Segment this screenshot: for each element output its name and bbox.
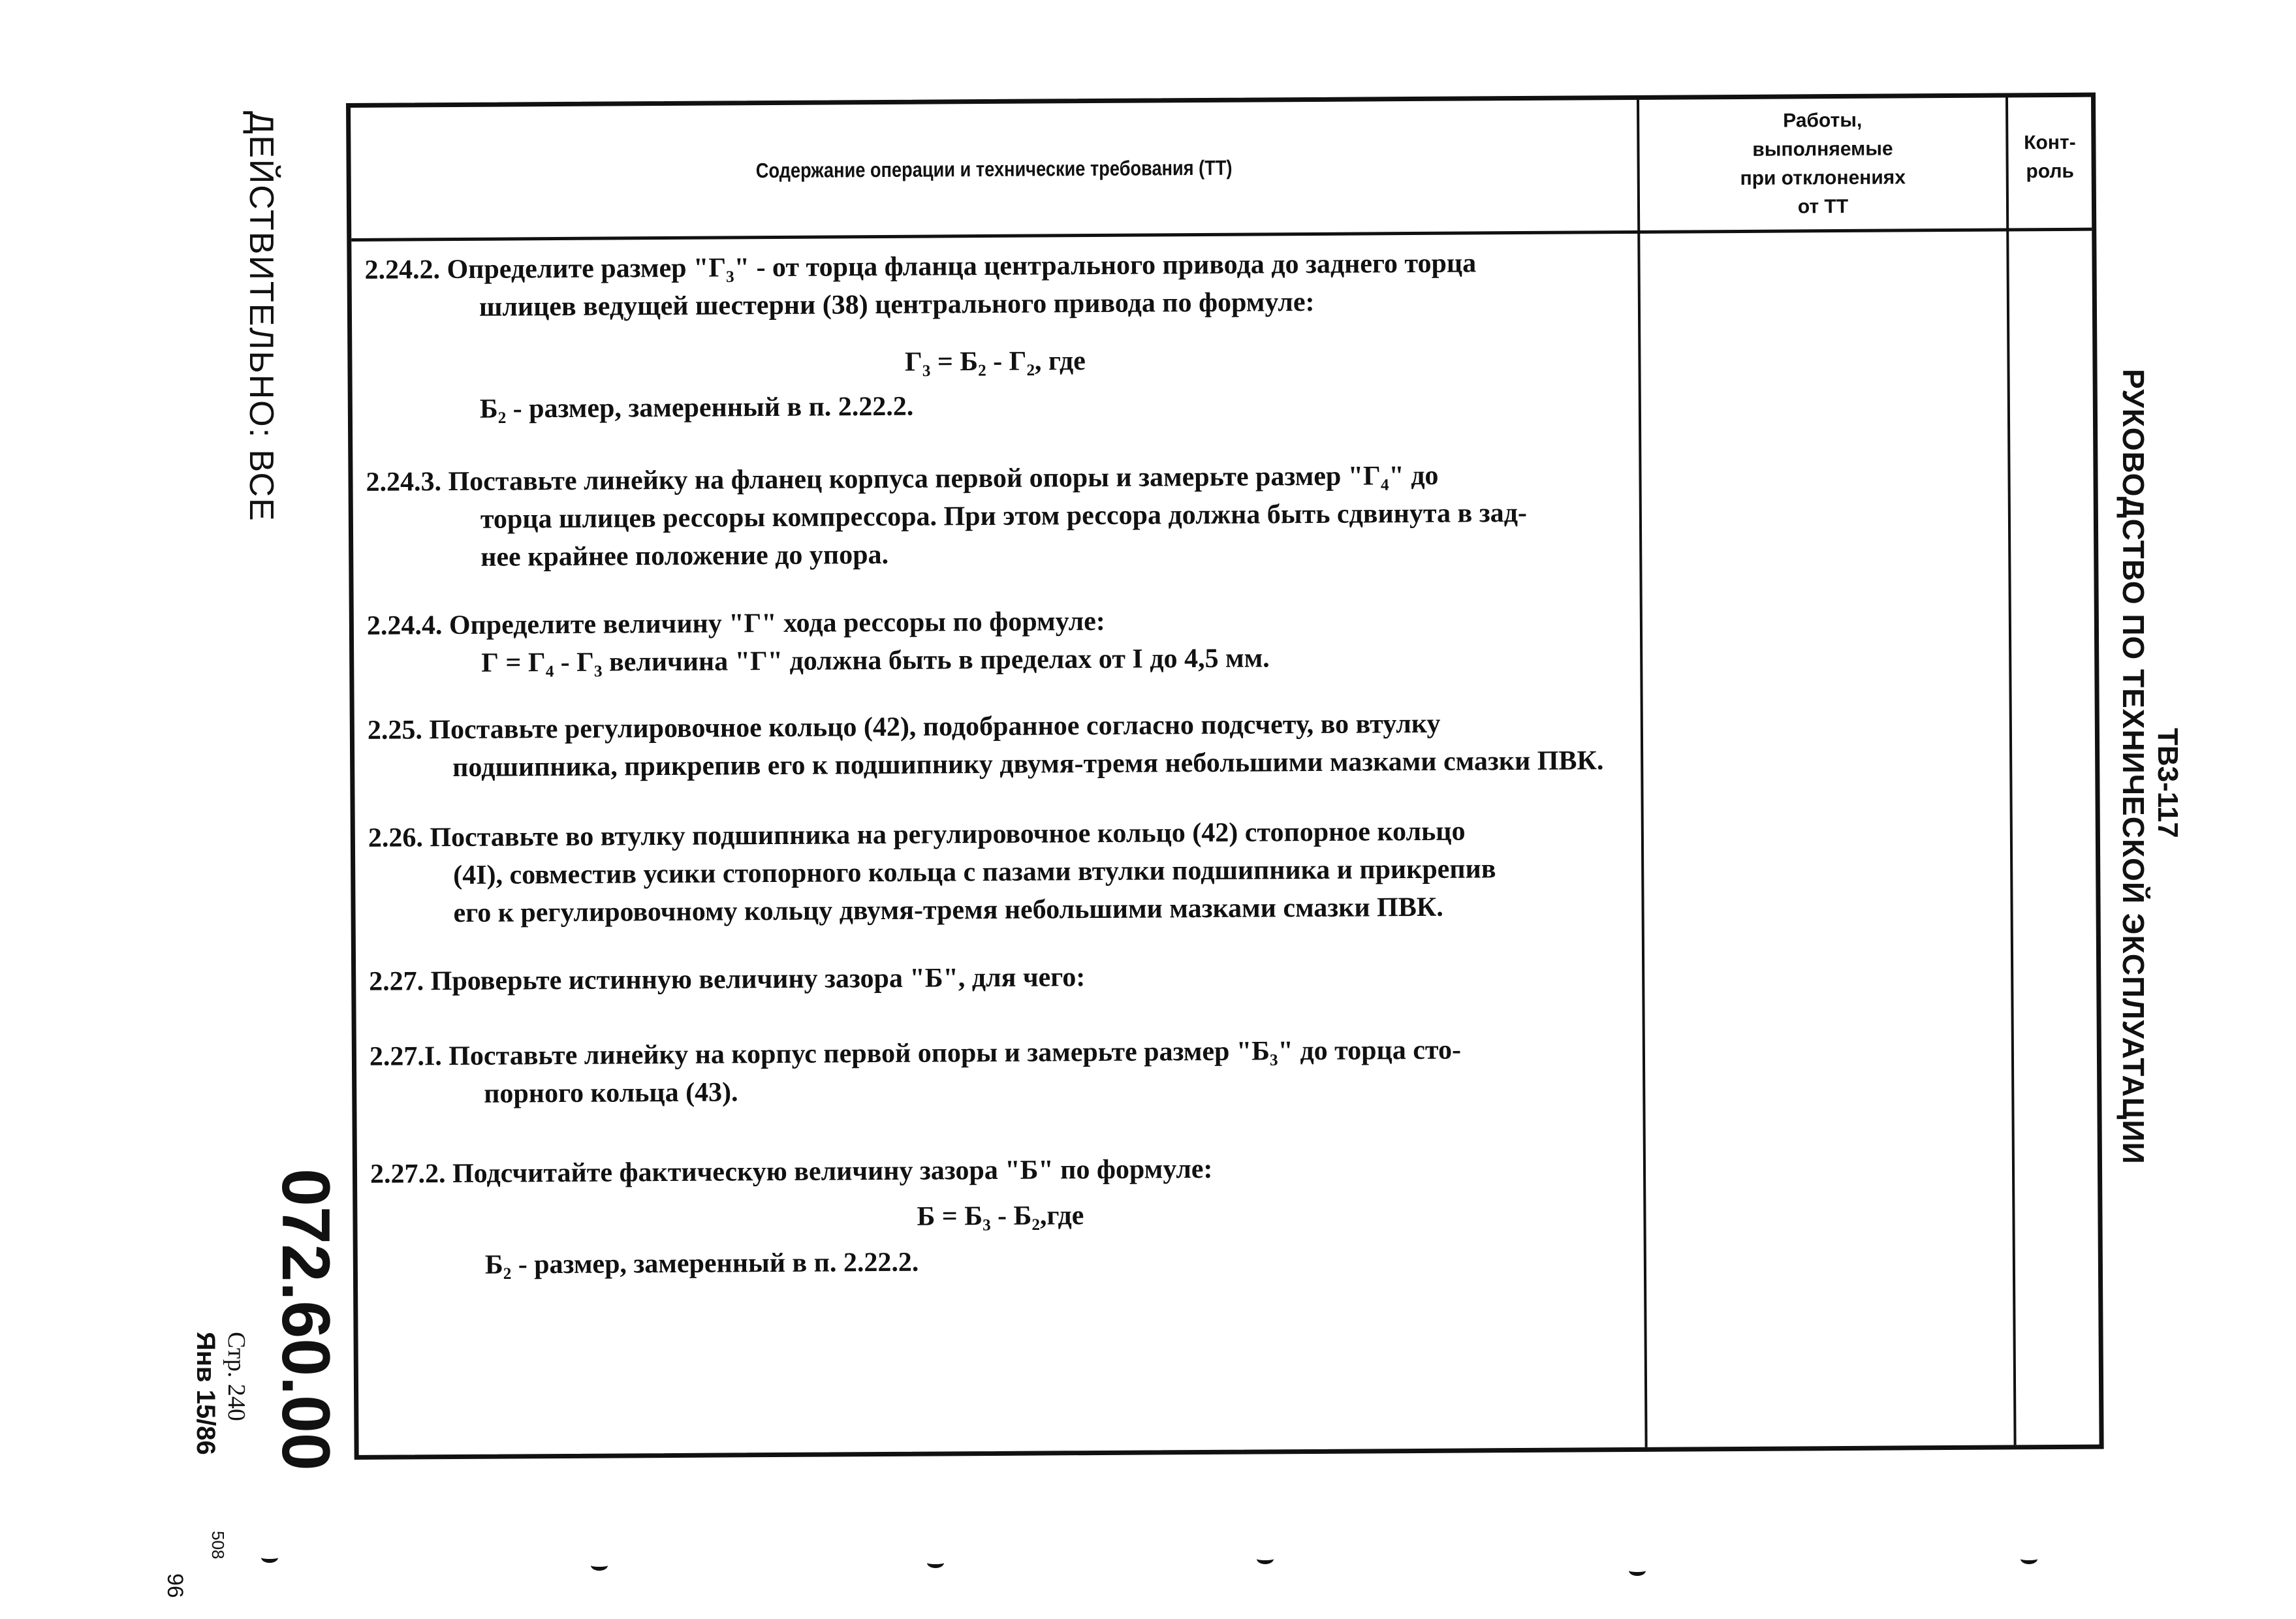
item-id: 2.27.2.: [370, 1159, 446, 1189]
header-deviations-line: от ТТ: [1797, 195, 1849, 218]
item-id: 2.26.: [368, 823, 424, 853]
item-id: 2.24.3.: [366, 467, 442, 497]
header-control-line: роль: [2026, 160, 2074, 183]
item-2-25: [368, 704, 1628, 787]
document-code: 072.60.00: [268, 1169, 343, 1471]
item-2-27-1: [370, 1030, 1630, 1114]
item-text: Поставьте во втулку подшипника на регулировочное кольцо (42) стопорное кольцо: [430, 816, 1466, 853]
item-text: его к регулировочному кольцу двумя-тремя небольшими мазками смазки ПВК.: [453, 892, 1443, 929]
validity-label: ДЕЙСТВИТЕЛЬНО: ВСЕ: [242, 111, 280, 522]
engine-model: ТВ3-117: [2152, 728, 2184, 838]
item-id: 2.27.: [369, 966, 424, 997]
item-2-27-2: [370, 1148, 1631, 1285]
header-control-line: Конт-: [2024, 131, 2076, 154]
item-text: нее крайнее положение до упора.: [480, 539, 889, 573]
item-2-27: [369, 955, 1629, 1001]
operations-table: [346, 93, 2104, 1460]
header-deviations-line: Работы,: [1783, 109, 1863, 132]
item-text: Проверьте истинную величину зазора "Б", для чего:: [430, 962, 1086, 997]
item-2-24-4: [367, 599, 1628, 683]
item-text: Подсчитайте фактическую величину зазора "Б" по формуле:: [452, 1154, 1213, 1189]
header-content: Содержание операции и технические требования (ТТ): [755, 155, 1233, 182]
item-text: Определите величину "Г" хода рессоры по формуле:: [448, 606, 1105, 641]
binding-hole-mark: [927, 1558, 944, 1568]
item-text: Поставьте линейку на корпус первой опоры и замерьте размер "Б₃" до торца сто-: [448, 1035, 1462, 1072]
item-text: торца шлицев рессоры компрессора. При этом рессора должна быть сдвинута в зад-: [480, 497, 1528, 535]
item-formula: Г₃ = Б₂ - Г₂, где: [904, 346, 1086, 377]
item-text: Определите размер "Г₃" - от торца фланца центрального привода до заднего торца: [447, 248, 1477, 285]
header-deviations-line: выполняемые: [1752, 138, 1893, 161]
item-text: шлицев ведущей шестерни (38) центрального привода по формуле:: [479, 287, 1315, 322]
item-text: порного кольца (43).: [484, 1077, 738, 1109]
item-note: Б₂ - размер, замеренный в п. 2.22.2.: [479, 391, 914, 424]
item-id: 2.25.: [367, 715, 423, 746]
header-deviations-line: при отклонениях: [1740, 166, 1906, 189]
corner-number: 96: [163, 1573, 187, 1598]
item-text: Г = Г₄ - Г₃ величина "Г" должна быть в пределах от I до 4,5 мм.: [481, 643, 1270, 678]
binding-hole-mark: [591, 1560, 608, 1571]
header-control: [2008, 97, 2092, 260]
binding-hole-mark: [1629, 1565, 1646, 1576]
item-id: 2.27.I.: [369, 1041, 442, 1072]
item-text: подшипника, прикрепив его к подшипнику двумя-тремя небольшими мазками смазки ПВК.: [452, 746, 1604, 783]
binding-hole-mark: [261, 1552, 278, 1563]
header-deviations: [1639, 97, 2006, 230]
item-text: (4I), совместив усики стопорного кольца с пазами втулки подшипника и прикрепив: [453, 854, 1496, 891]
manual-title: РУКОВОДСТВО ПО ТЕХНИЧЕСКОЙ ЭКСПЛУАТАЦИИ: [2116, 369, 2150, 1165]
item-2-26: [368, 811, 1629, 933]
revision-date: Янв 15/86: [191, 1332, 220, 1455]
column-divider: [1637, 100, 1648, 1447]
scan-number: 508: [208, 1531, 228, 1560]
item-text: Поставьте линейку на фланец корпуса первой опоры и замерьте размер "Г₄" до: [448, 460, 1439, 497]
item-id: 2.24.2.: [364, 255, 441, 285]
item-2-24-3: [366, 456, 1626, 577]
item-id: 2.24.4.: [366, 610, 443, 641]
content-column: [364, 244, 1624, 1280]
item-note: Б₂ - размер, замеренный в п. 2.22.2.: [484, 1247, 919, 1280]
binding-hole-mark: [2021, 1554, 2037, 1564]
item-text: Поставьте регулировочное кольцо (42), подобранное согласно подсчету, во втулку: [429, 708, 1441, 746]
binding-hole-mark: [1257, 1554, 1274, 1564]
page-number: Стр. 240: [223, 1332, 250, 1421]
item-2-24-2: [364, 244, 1626, 429]
column-divider: [2005, 97, 2017, 1445]
item-formula: Б = Б₃ - Б₂,где: [917, 1201, 1084, 1232]
